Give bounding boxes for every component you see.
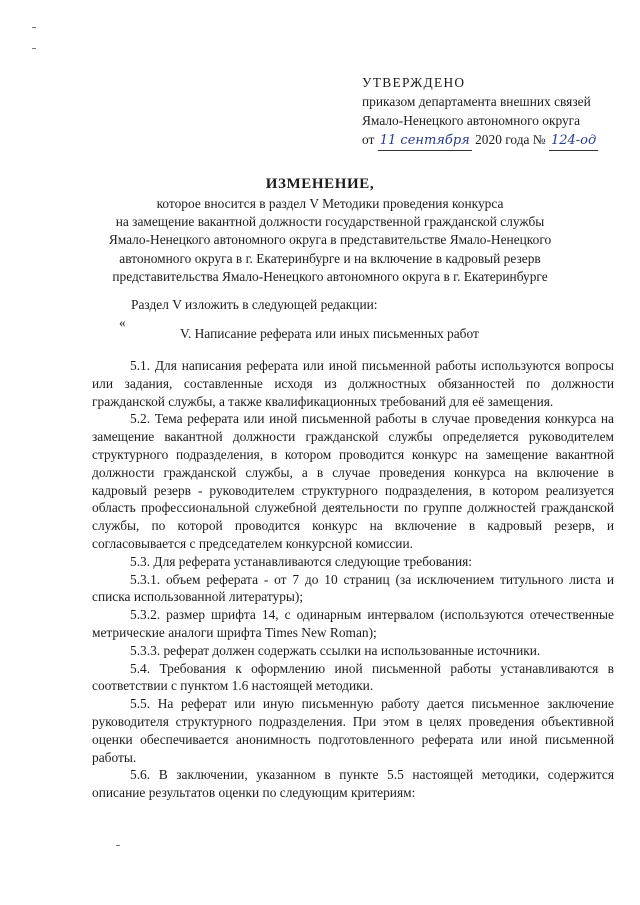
year-text: 2020 года №: [475, 132, 546, 147]
section-heading: V. Написание реферата или иных письменных работ: [180, 326, 479, 341]
paragraph: 5.3.2. размер шрифта 14, с одинарным интервалом (используются отечественные метрические аналоги шрифта Times New Roman);: [92, 607, 614, 640]
paragraph: 5.3.3. реферат должен содержать ссылки на использованные источники.: [130, 642, 541, 658]
subtitle-line: представительства Ямало-Ненецкого автономного округа в г. Екатеринбурге: [112, 268, 548, 284]
handwritten-order-number: 124-од: [549, 131, 598, 151]
subtitle-line: Ямало-Ненецкого автономного округа в представительстве Ямало-Ненецкого: [108, 232, 552, 248]
approval-heading: УТВЕРЖДЕНО: [362, 75, 466, 90]
lead-text: Раздел V изложить в следующей редакции:: [131, 297, 378, 312]
scan-mark: [116, 845, 120, 846]
paragraph: 5.2. Тема реферата или иной письменной работы в случае проведения конкурса на замещение вакантной должности гражданской службы определяется руководителем структурного подразделения, в котором проводится конкурс на замещение вакантной должности гражданской службы, а в случае проведения конкурса на включение в кадровый резерв - руководителем структурного подразделения, в котором реализуется область профессиональной служебной деятельности по группе должностей гражданской службы, по которой проводится конкурс на включение в кадровый резерв, и согласовывается с председателем конкурсной комиссии.: [92, 411, 614, 551]
paragraph: 5.1. Для написания реферата или иной письменной работы используются вопросы или задания, составленные исходя из должностных обязанностей по должности гражданской службы, а также квалификационных требований для её замещения.: [92, 358, 614, 409]
paragraph: 5.4. Требования к оформлению иной письменной работы устанавливаются в соответствии с пунктом 1.6 настоящей методики.: [92, 660, 614, 694]
approval-line: Ямало-Ненецкого автономного округа: [362, 113, 581, 128]
subtitle-line: на замещение вакантной должности государственной гражданской службы: [115, 214, 545, 230]
scan-mark: [32, 27, 36, 28]
handwritten-date: 11 сентября: [378, 131, 472, 151]
opening-quote: «: [119, 315, 126, 330]
scan-mark: [32, 48, 36, 49]
document-subtitle: [100, 195, 560, 286]
paragraph: 5.6. В заключении, указанном в пункте 5.5 настоящей методики, содержится описание результатов оценки по следующим критериям:: [92, 767, 614, 801]
document-title: ИЗМЕНЕНИЕ,: [265, 176, 375, 192]
document-body: [92, 357, 614, 802]
paragraph: 5.5. На реферат или иную письменную работу дается письменное заключение руководителя структурного подразделения. При этом в целях проведения объективной оценки обеспечивается анонимность подготовленного реферата или иной письменной работы.: [92, 696, 614, 765]
approval-line: приказом департамента внешних связей: [362, 94, 591, 109]
approval-stamp: [362, 73, 624, 151]
paragraph: 5.3. Для реферата устанавливаются следующие требования:: [130, 553, 472, 569]
date-prefix: от: [362, 132, 375, 147]
paragraph: 5.3.1. объем реферата - от 7 до 10 страниц (за исключением титульного листа и списка использованной литературы);: [92, 571, 614, 605]
subtitle-line: которое вносится в раздел V Методики проведения конкурса: [156, 196, 504, 211]
approval-date-row: [362, 130, 624, 151]
subtitle-line: автономного округа в г. Екатеринбурге и на включение в кадровый резерв: [119, 250, 541, 266]
